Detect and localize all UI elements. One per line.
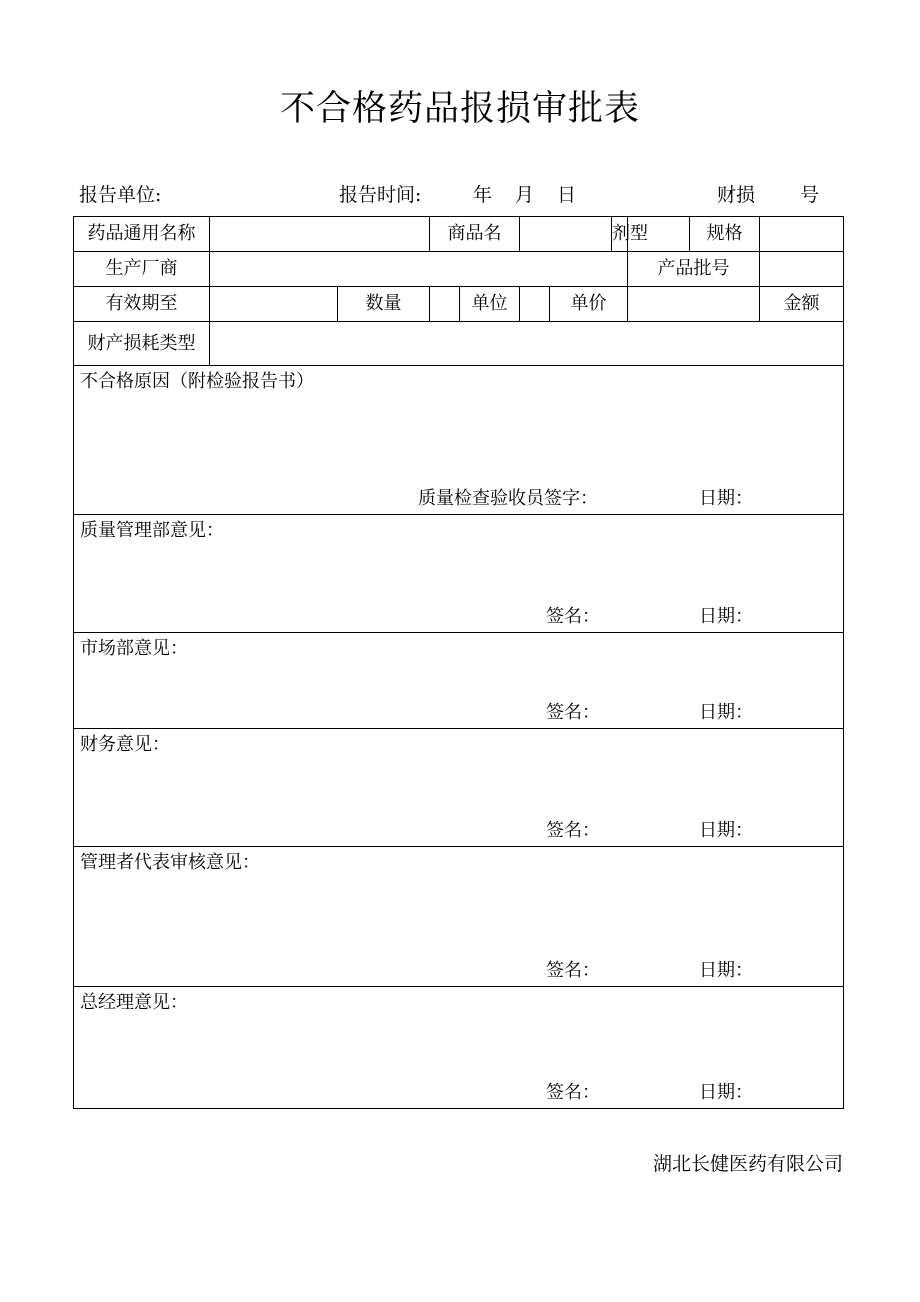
amount-label: 金额 — [760, 287, 844, 322]
unit-price-label: 单价 — [550, 287, 628, 322]
valid-until-label: 有效期至 — [74, 287, 210, 322]
number-suffix-label: 号 — [800, 184, 820, 206]
quality-dept-signature-label: 签名： — [546, 606, 600, 627]
report-year-label: 年 — [473, 184, 493, 206]
loss-type-label: 财产损耗类型 — [74, 322, 210, 366]
form-header-line — [73, 182, 843, 208]
quantity-value[interactable] — [430, 287, 460, 322]
batch-no-value[interactable] — [760, 252, 844, 287]
table-row-manager-rep — [74, 847, 844, 987]
quality-dept-signature-line — [74, 606, 843, 628]
market-dept-date-label: 日期： — [699, 702, 753, 723]
loss-type-value[interactable] — [210, 322, 844, 366]
quality-dept-date-label: 日期： — [699, 606, 753, 627]
report-time-label: 报告时间: — [339, 184, 422, 206]
manager-rep-signature-line — [74, 960, 843, 982]
qc-inspector-date-label: 日期： — [699, 488, 753, 509]
market-dept-signature-line — [74, 702, 843, 724]
approval-form-table — [73, 216, 844, 1109]
table-row-market-dept — [74, 633, 844, 729]
table-row-quality-dept — [74, 515, 844, 633]
finance-dept-date-label: 日期： — [699, 820, 753, 841]
market-dept-title: 市场部意见： — [80, 638, 188, 659]
table-row-manufacturer — [74, 252, 844, 287]
reason-title: 不合格原因（附检验报告书） — [80, 371, 314, 392]
trade-name-value[interactable] — [520, 217, 612, 252]
table-row-validity — [74, 287, 844, 322]
generic-name-label: 药品通用名称 — [74, 217, 210, 252]
quality-dept-cell[interactable] — [74, 515, 844, 633]
footer-company-name: 湖北长健医药有限公司 — [652, 1153, 843, 1175]
batch-no-label: 产品批号 — [628, 252, 760, 287]
table-row-loss-type — [74, 322, 844, 366]
general-manager-date-label: 日期： — [699, 1082, 753, 1103]
quantity-label: 数量 — [338, 287, 430, 322]
qc-inspector-signature-label: 质量检查验收员签字： — [418, 488, 598, 509]
quality-dept-title: 质量管理部意见： — [80, 520, 224, 541]
general-manager-signature-label: 签名： — [546, 1082, 600, 1103]
general-manager-cell[interactable] — [74, 987, 844, 1109]
manager-rep-date-label: 日期： — [699, 960, 753, 981]
specification-value[interactable] — [760, 217, 844, 252]
finance-dept-title: 财务意见： — [80, 734, 170, 755]
finance-dept-signature-label: 签名： — [546, 820, 600, 841]
unit-label: 单位 — [460, 287, 520, 322]
manufacturer-label: 生产厂商 — [74, 252, 210, 287]
loss-number-label: 财损 — [717, 184, 756, 206]
manufacturer-value[interactable] — [210, 252, 628, 287]
manager-rep-signature-label: 签名： — [546, 960, 600, 981]
valid-until-value[interactable] — [210, 287, 338, 322]
manager-rep-cell[interactable] — [74, 847, 844, 987]
page-title: 不合格药品报损审批表 — [279, 89, 640, 129]
table-row-drug-names — [74, 217, 844, 252]
finance-dept-signature-line — [74, 820, 843, 842]
table-row-finance-dept — [74, 729, 844, 847]
general-manager-title: 总经理意见： — [80, 992, 188, 1013]
report-day-label: 日 — [557, 184, 577, 206]
generic-name-value[interactable] — [210, 217, 430, 252]
finance-dept-cell[interactable] — [74, 729, 844, 847]
market-dept-cell[interactable] — [74, 633, 844, 729]
specification-label: 规格 — [690, 217, 760, 252]
reason-cell[interactable] — [74, 366, 844, 515]
market-dept-signature-label: 签名： — [546, 702, 600, 723]
table-row-general-manager — [74, 987, 844, 1109]
manager-rep-title: 管理者代表审核意见： — [80, 852, 260, 873]
reason-signature-line — [74, 488, 843, 510]
general-manager-signature-line — [74, 1082, 843, 1104]
table-row-reason — [74, 366, 844, 515]
unit-price-value[interactable] — [628, 287, 760, 322]
dosage-form-label: 剂型 — [612, 217, 628, 252]
reporting-unit-label: 报告单位: — [79, 184, 162, 206]
trade-name-label: 商品名 — [430, 217, 520, 252]
unit-value[interactable] — [520, 287, 550, 322]
report-month-label: 月 — [515, 184, 535, 206]
